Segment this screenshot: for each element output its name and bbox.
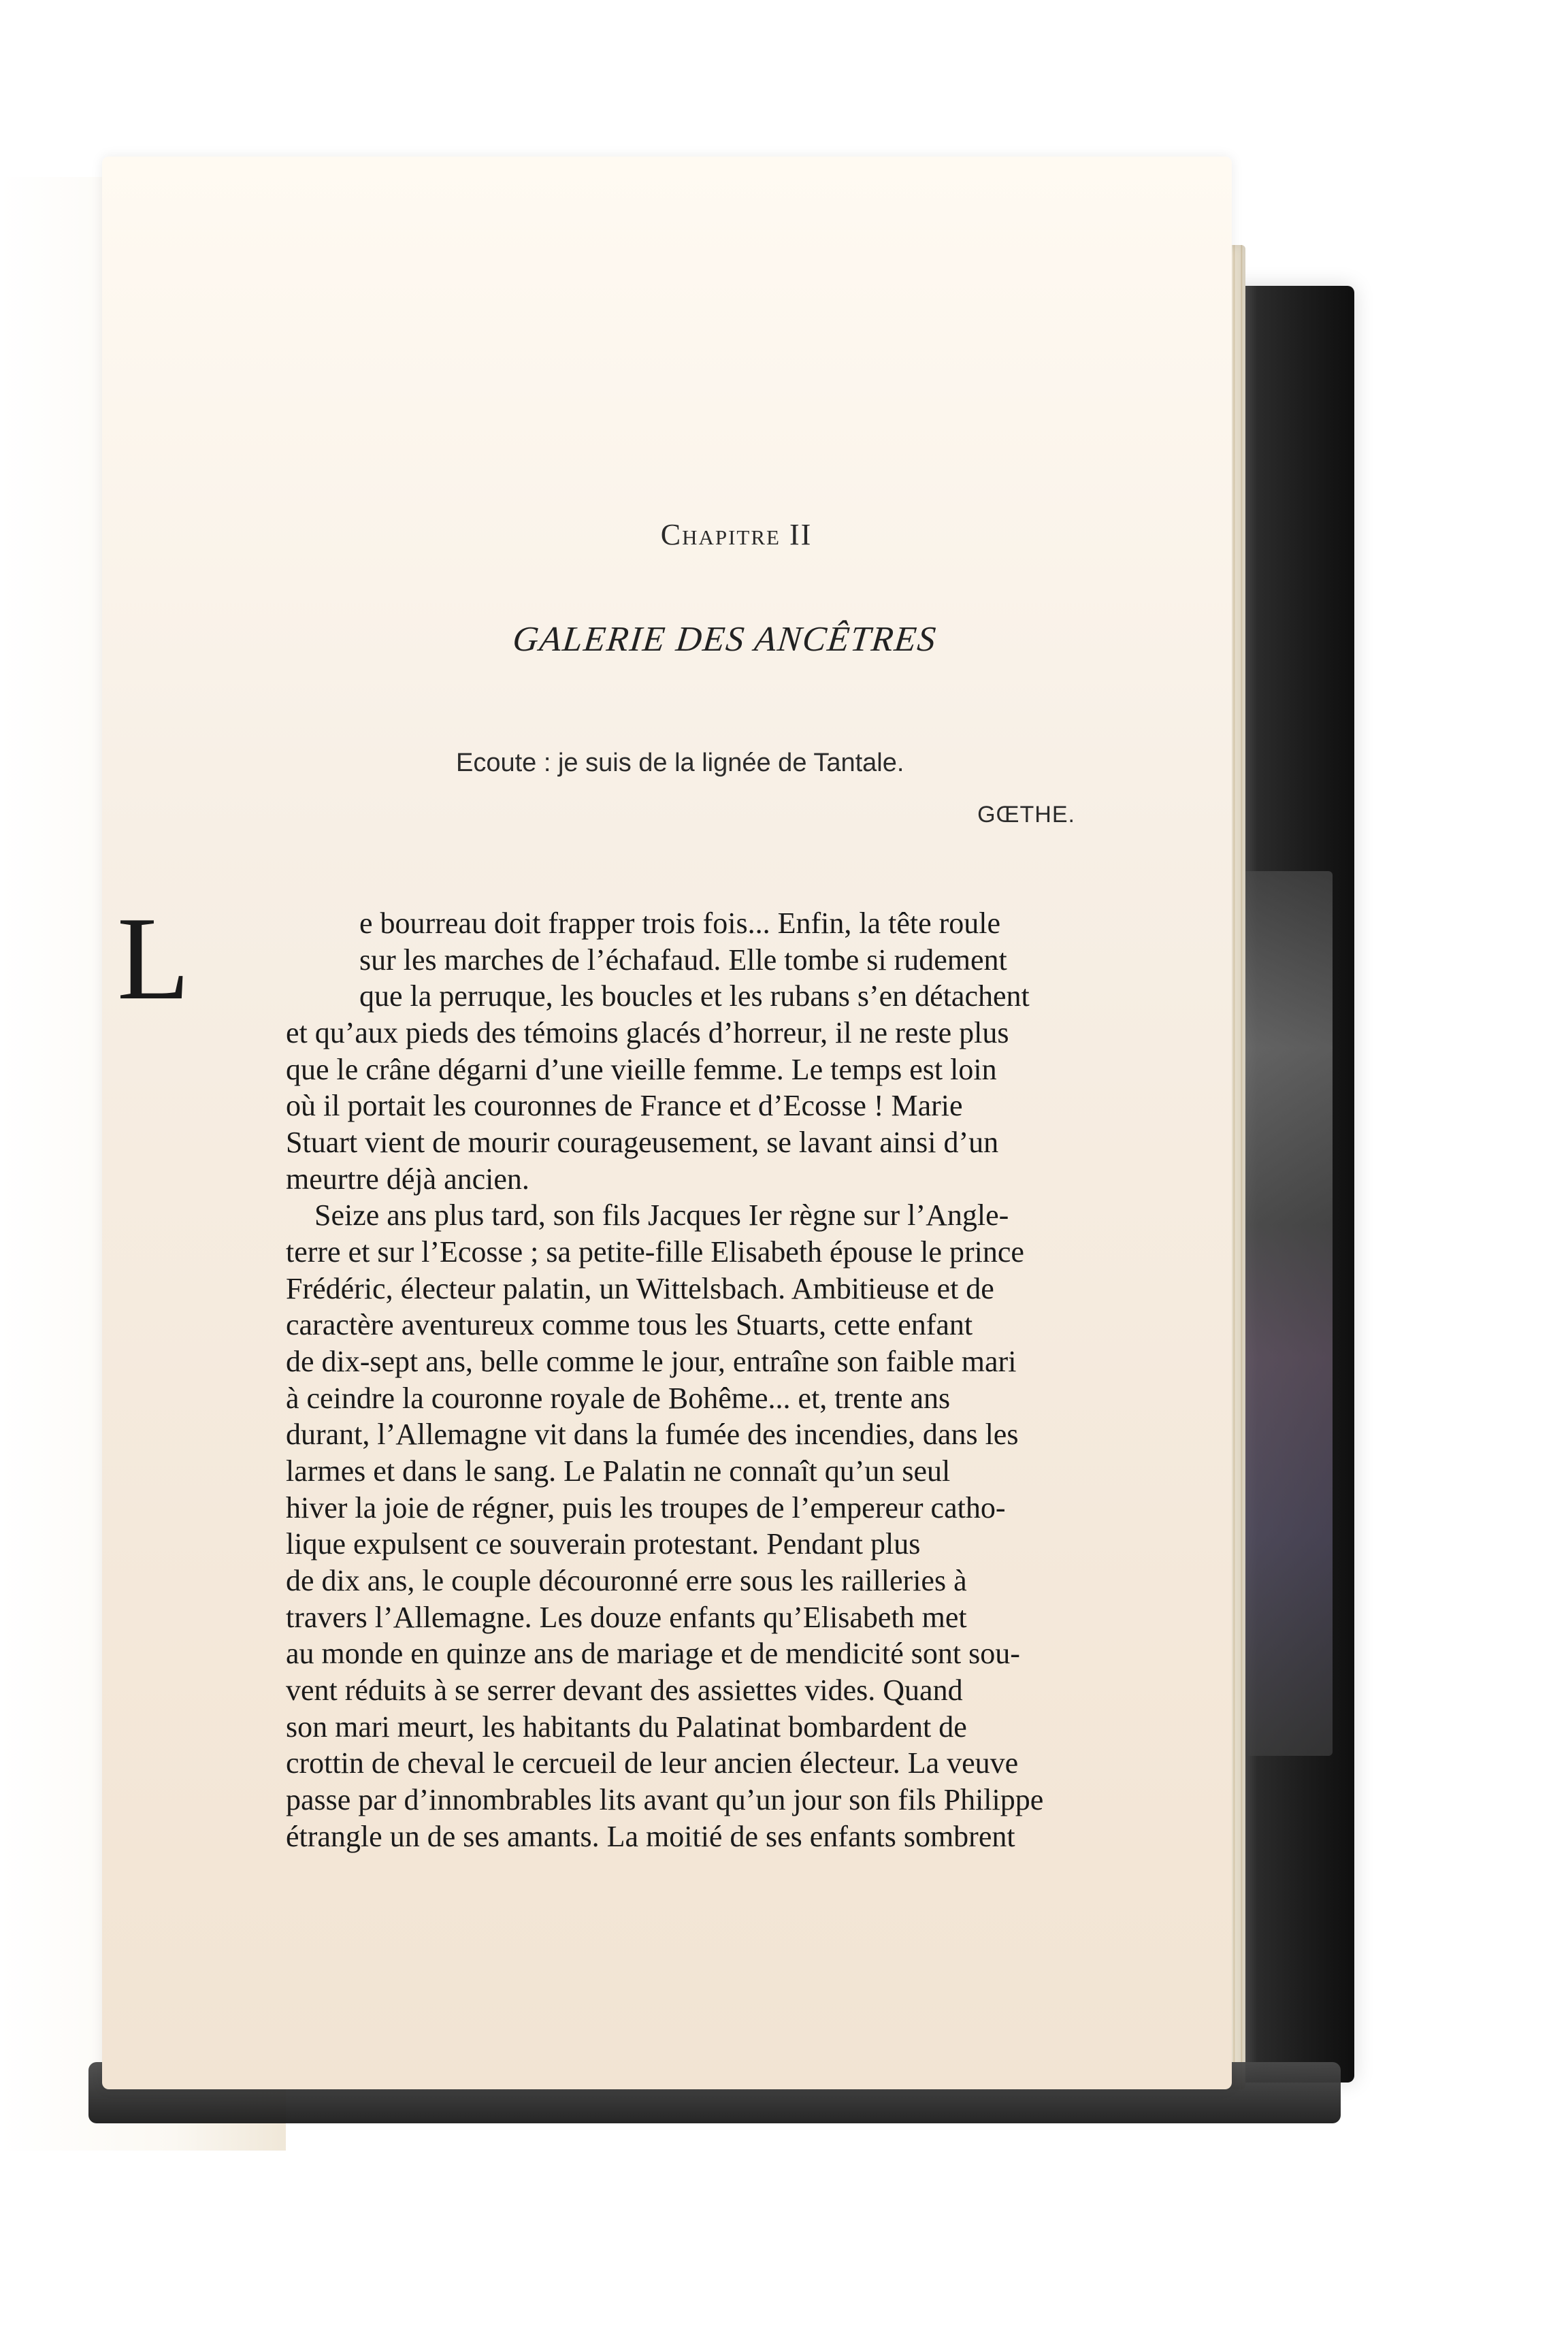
body-line: étrangle un de ses amants. La moitié de ses enfants sombrent — [286, 1819, 1015, 1853]
body-line: et qu’aux pieds des témoins glacés d’horreur, il ne reste plus — [286, 1016, 1009, 1050]
epigraph-quote: Ecoute : je suis de la lignée de Tantale. — [456, 749, 904, 777]
body-line: e bourreau doit frapper trois fois... Enfin, la tête roule — [359, 906, 1001, 940]
chapter-heading: Chapitre II — [660, 518, 813, 551]
body-line: de dix-sept ans, belle comme le jour, entraîne son faible mari — [286, 1345, 1017, 1379]
body-line: crottin de cheval le cercueil de leur ancien électeur. La veuve — [286, 1746, 1019, 1780]
body-line: que le crâne dégarni d’une vieille femme. Le temps est loin — [286, 1052, 997, 1086]
body-line: vent réduits à se serrer devant des assiettes vides. Quand — [286, 1673, 963, 1708]
body-line: à ceindre la couronne royale de Bohême... et, trente ans — [286, 1381, 951, 1415]
left-page-faint-text — [0, 531, 19, 776]
body-line: meurtre déjà ancien. — [286, 1162, 529, 1196]
cover-band — [1237, 871, 1333, 1756]
body-line: son mari meurt, les habitants du Palatinat bombardent de — [286, 1710, 967, 1744]
drop-cap: L — [117, 892, 190, 1024]
page-content — [102, 0, 1232, 1933]
body-line: sur les marches de l’échafaud. Elle tombe si rudement — [359, 943, 1007, 977]
body-line: Stuart vient de mourir courageusement, se lavant ainsi d’un — [286, 1126, 999, 1160]
body-line: au monde en quinze ans de mariage et de mendicité sont sou- — [286, 1637, 1020, 1671]
body-line: lique expulsent ce souverain protestant. Pendant plus — [286, 1527, 921, 1561]
body-line: terre et sur l’Ecosse ; sa petite-fille Elisabeth épouse le prince — [286, 1235, 1024, 1269]
body-line: Frédéric, électeur palatin, un Wittelsbach. Ambitieuse et de — [286, 1271, 994, 1305]
body-line: caractère aventureux comme tous les Stuarts, cette enfant — [286, 1308, 973, 1342]
body-line: de dix ans, le couple découronné erre sous les railleries à — [286, 1564, 967, 1598]
body-line: durant, l’Allemagne vit dans la fumée des incendies, dans les — [286, 1418, 1019, 1452]
body-line: Seize ans plus tard, son fils Jacques Ier règne sur l’Angle- — [314, 1198, 1009, 1232]
body-line: où il portait les couronnes de France et d’Ecosse ! Marie — [286, 1089, 963, 1123]
body-line: que la perruque, les boucles et les rubans s’en détachent — [359, 979, 1030, 1013]
body-line: larmes et dans le sang. Le Palatin ne connaît qu’un seul — [286, 1454, 951, 1488]
body-line: hiver la joie de régner, puis les troupes de l’empereur catho- — [286, 1490, 1006, 1524]
body-text — [286, 905, 1191, 1855]
epigraph-author: GŒTHE. — [977, 802, 1075, 828]
body-line: passe par d’innombrables lits avant qu’un jour son fils Philippe — [286, 1783, 1044, 1817]
body-line: travers l’Allemagne. Les douze enfants qu’Elisabeth met — [286, 1600, 967, 1634]
chapter-title: GALERIE DES ANCÊTRES — [510, 620, 939, 659]
